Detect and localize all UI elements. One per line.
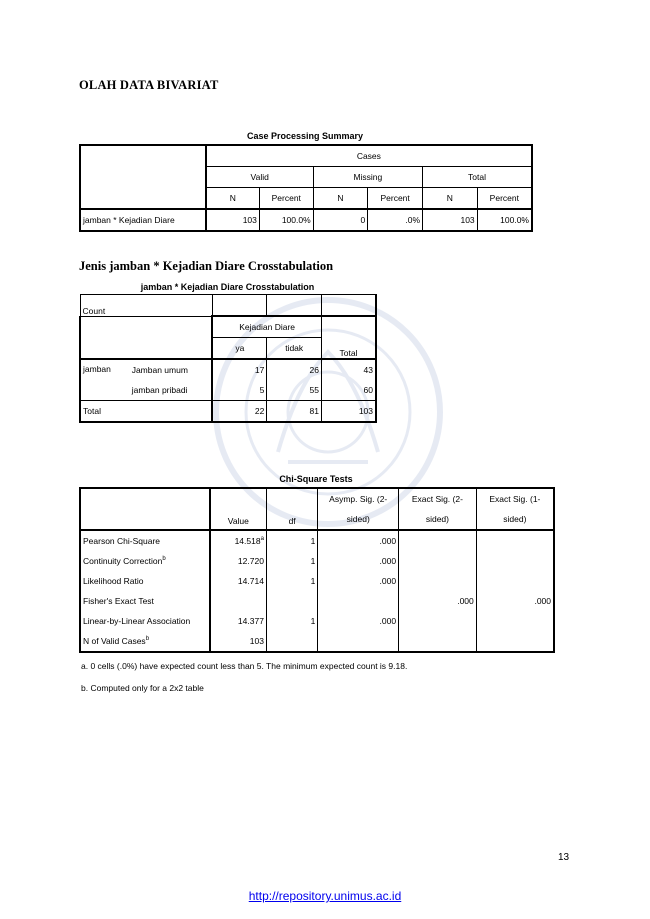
chi-asymp bbox=[318, 631, 399, 652]
exact2-header-line2: sided) bbox=[399, 509, 477, 530]
chi-exact1 bbox=[476, 631, 554, 652]
chi-df bbox=[266, 631, 317, 652]
chi-df: 1 bbox=[266, 611, 317, 631]
chi-exact2 bbox=[399, 611, 477, 631]
total-row-label: Total bbox=[80, 401, 212, 423]
crosstab-blank bbox=[321, 295, 376, 317]
chi-df: 1 bbox=[266, 551, 317, 571]
total-tidak: 81 bbox=[267, 401, 322, 423]
crosstab-title: jamban * Kejadian Diare Crosstabulation bbox=[140, 282, 315, 292]
total-header: Total bbox=[423, 167, 532, 188]
row-label-jamban-pribadi: jamban pribadi bbox=[130, 380, 213, 401]
chi-exact1 bbox=[476, 571, 554, 591]
chi-asymp: .000 bbox=[318, 551, 399, 571]
missing-percent-value: .0% bbox=[368, 209, 423, 231]
chi-asymp bbox=[318, 591, 399, 611]
total-n-value: 103 bbox=[423, 209, 478, 231]
chi-row-label: Linear-by-Linear Association bbox=[83, 616, 191, 626]
case-summary-corner bbox=[80, 145, 206, 209]
page-number: 13 bbox=[558, 852, 570, 863]
page-heading: OLAH DATA BIVARIAT bbox=[79, 78, 219, 92]
missing-header: Missing bbox=[313, 167, 422, 188]
crosstab-table bbox=[79, 294, 377, 423]
cell-pribadi-total: 60 bbox=[321, 380, 376, 401]
case-summary-title: Case Processing Summary bbox=[246, 131, 364, 141]
valid-n-header: N bbox=[206, 188, 260, 210]
cell-umum-tidak: 26 bbox=[267, 359, 322, 380]
valid-percent-header: Percent bbox=[259, 188, 313, 210]
chi-df: 1 bbox=[266, 571, 317, 591]
chi-asymp: .000 bbox=[318, 571, 399, 591]
valid-percent-value: 100.0% bbox=[259, 209, 313, 231]
exact1-header-line2: sided) bbox=[476, 509, 554, 530]
chi-exact2: .000 bbox=[399, 591, 477, 611]
chi-exact1 bbox=[476, 530, 554, 551]
chi-value: 14.377 bbox=[237, 616, 264, 626]
missing-percent-header: Percent bbox=[368, 188, 423, 210]
crosstab-blank bbox=[212, 295, 267, 317]
crosstab-blank bbox=[267, 295, 322, 317]
cell-pribadi-tidak: 55 bbox=[267, 380, 322, 401]
chi-row-n-valid bbox=[80, 631, 554, 652]
row-var-label: jamban bbox=[80, 359, 130, 401]
chi-row-continuity bbox=[80, 551, 554, 571]
chi-square-table bbox=[79, 487, 555, 653]
cell-umum-total: 43 bbox=[321, 359, 376, 380]
chi-value: 14.714 bbox=[237, 576, 264, 586]
chi-exact2 bbox=[399, 571, 477, 591]
chi-asymp: .000 bbox=[318, 611, 399, 631]
missing-n-value: 0 bbox=[313, 209, 368, 231]
chi-row-linear bbox=[80, 611, 554, 631]
value-header: Value bbox=[210, 488, 267, 530]
chi-row-label-sup: b bbox=[145, 636, 150, 643]
case-processing-summary-table bbox=[79, 144, 533, 232]
valid-header: Valid bbox=[206, 167, 313, 188]
crosstab-heading: Jenis jamban * Kejadian Diare Crosstabulation bbox=[79, 259, 334, 273]
missing-n-header: N bbox=[313, 188, 368, 210]
df-header: df bbox=[266, 488, 317, 530]
row-label-jamban-umum: Jamban umum bbox=[130, 359, 213, 380]
chi-df bbox=[266, 591, 317, 611]
chi-row-label: Fisher's Exact Test bbox=[83, 596, 154, 606]
chi-square-title: Chi-Square Tests bbox=[279, 474, 353, 484]
crosstab-total-header: Total bbox=[321, 316, 376, 359]
exact2-header-line1: Exact Sig. (2- bbox=[399, 488, 477, 509]
chi-row-label: Continuity Correction bbox=[83, 556, 163, 566]
count-label: Count bbox=[80, 295, 212, 317]
chi-row-label: N of Valid Cases bbox=[83, 636, 146, 646]
chi-row-pearson bbox=[80, 530, 554, 551]
chi-exact2 bbox=[399, 530, 477, 551]
chi-df: 1 bbox=[266, 530, 317, 551]
chi-exact2 bbox=[399, 551, 477, 571]
cell-pribadi-ya: 5 bbox=[212, 380, 267, 401]
valid-n-value: 103 bbox=[206, 209, 260, 231]
chi-asymp: .000 bbox=[318, 530, 399, 551]
chi-corner bbox=[80, 488, 210, 530]
crosstab-corner bbox=[80, 316, 212, 359]
chi-footnote-a: a. 0 cells (.0%) have expected count less than 5. The minimum expected count is 9.18. bbox=[81, 661, 408, 671]
chi-row-likelihood bbox=[80, 571, 554, 591]
chi-exact1: .000 bbox=[476, 591, 554, 611]
total-ya: 22 bbox=[212, 401, 267, 423]
tidak-header: tidak bbox=[267, 338, 322, 360]
chi-value-sup: a bbox=[260, 536, 264, 543]
asymp-header-line1: Asymp. Sig. (2- bbox=[318, 488, 399, 509]
total-percent-value: 100.0% bbox=[477, 209, 532, 231]
chi-exact1 bbox=[476, 611, 554, 631]
chi-value: 12.720 bbox=[237, 556, 264, 566]
chi-row-label: Pearson Chi-Square bbox=[83, 536, 161, 546]
exact1-header-line1: Exact Sig. (1- bbox=[476, 488, 554, 509]
chi-exact1 bbox=[476, 551, 554, 571]
total-total: 103 bbox=[321, 401, 376, 423]
chi-exact2 bbox=[399, 631, 477, 652]
ya-header: ya bbox=[212, 338, 267, 360]
cell-umum-ya: 17 bbox=[212, 359, 267, 380]
chi-row-label: Likelihood Ratio bbox=[83, 576, 144, 586]
total-n-header: N bbox=[423, 188, 478, 210]
repository-link[interactable]: http://repository.unimus.ac.id bbox=[248, 889, 402, 903]
chi-footnote-b: b. Computed only for a 2x2 table bbox=[81, 683, 204, 693]
chi-value: 14.518 bbox=[234, 536, 261, 546]
cases-header: Cases bbox=[206, 145, 532, 167]
kejadian-diare-header: Kejadian Diare bbox=[212, 316, 321, 338]
chi-row-fisher bbox=[80, 591, 554, 611]
chi-row-label-sup: b bbox=[162, 556, 166, 563]
case-row-label: jamban * Kejadian Diare bbox=[80, 209, 206, 231]
asymp-header-line2: sided) bbox=[318, 509, 399, 530]
chi-value: 103 bbox=[249, 636, 264, 646]
total-percent-header: Percent bbox=[477, 188, 532, 210]
